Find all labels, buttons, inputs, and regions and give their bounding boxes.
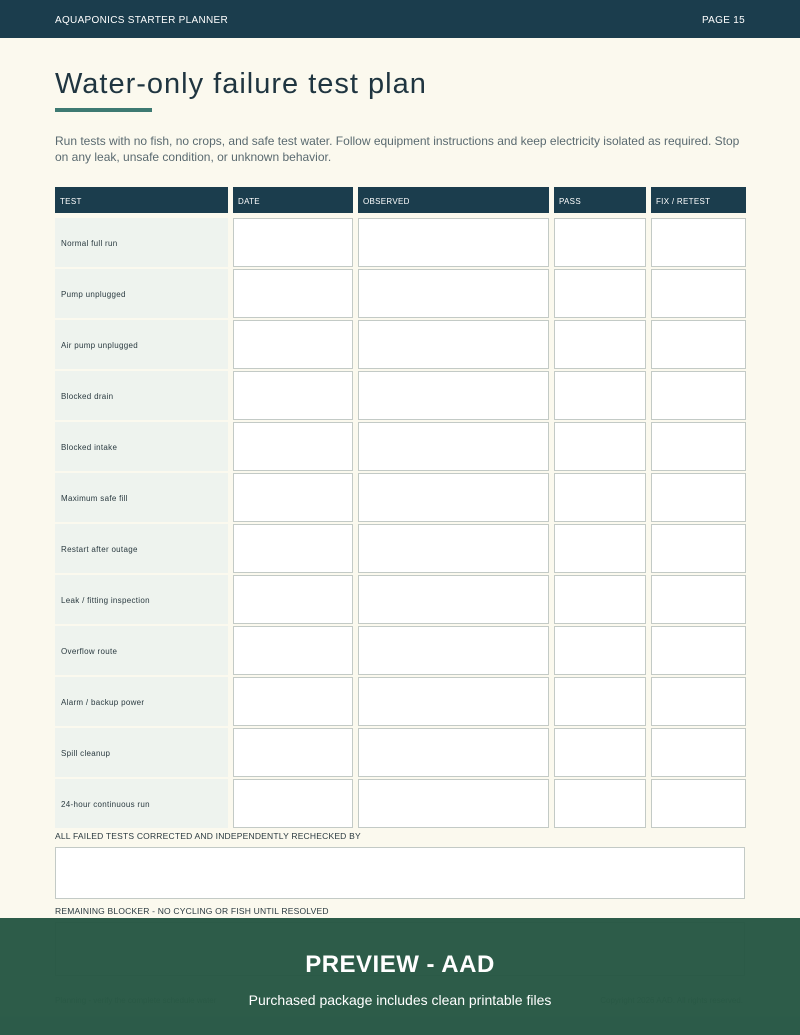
test-name: Maximum safe fill xyxy=(55,473,228,522)
pass-cell[interactable] xyxy=(554,677,646,726)
test-name: Blocked drain xyxy=(55,371,228,420)
page-title: Water-only failure test plan xyxy=(55,68,427,100)
date-cell[interactable] xyxy=(233,422,353,471)
remaining-blocker-label: REMAINING BLOCKER - NO CYCLING OR FISH UNTIL RESOLVED xyxy=(55,906,329,916)
test-name: Pump unplugged xyxy=(55,269,228,318)
observed-cell[interactable] xyxy=(358,422,549,471)
test-name: Overflow route xyxy=(55,626,228,675)
observed-cell[interactable] xyxy=(358,575,549,624)
observed-cell[interactable] xyxy=(358,779,549,828)
test-name: Alarm / backup power xyxy=(55,677,228,726)
date-cell[interactable] xyxy=(233,218,353,267)
table-row xyxy=(55,575,746,624)
pass-cell[interactable] xyxy=(554,422,646,471)
fix-retest-cell[interactable] xyxy=(651,779,746,828)
table-row xyxy=(55,524,746,573)
observed-cell[interactable] xyxy=(358,473,549,522)
date-cell[interactable] xyxy=(233,524,353,573)
watermark-title: PREVIEW - AAD xyxy=(305,951,495,978)
date-cell[interactable] xyxy=(233,626,353,675)
title-underline xyxy=(55,108,152,112)
test-plan-table xyxy=(55,187,746,809)
pass-cell[interactable] xyxy=(554,269,646,318)
test-name: Blocked intake xyxy=(55,422,228,471)
fix-retest-cell[interactable] xyxy=(651,473,746,522)
fix-retest-cell[interactable] xyxy=(651,371,746,420)
fix-retest-cell[interactable] xyxy=(651,269,746,318)
pass-cell[interactable] xyxy=(554,320,646,369)
intro-text: Run tests with no fish, no crops, and safe test water. Follow equipment instructions and keep electricity isolated as required. Stop on any leak, unsafe condition, or unknown behavior. xyxy=(55,134,740,164)
fix-retest-cell[interactable] xyxy=(651,218,746,267)
table-row xyxy=(55,677,746,726)
date-cell[interactable] xyxy=(233,269,353,318)
pass-cell[interactable] xyxy=(554,626,646,675)
table-row xyxy=(55,626,746,675)
observed-cell[interactable] xyxy=(358,524,549,573)
fix-retest-cell[interactable] xyxy=(651,677,746,726)
pass-cell[interactable] xyxy=(554,524,646,573)
corrected-by-field[interactable] xyxy=(55,847,745,899)
table-row xyxy=(55,473,746,522)
fix-retest-cell[interactable] xyxy=(651,524,746,573)
observed-cell[interactable] xyxy=(358,371,549,420)
date-cell[interactable] xyxy=(233,728,353,777)
fix-retest-cell[interactable] xyxy=(651,626,746,675)
table-row xyxy=(55,269,746,318)
table-row xyxy=(55,320,746,369)
observed-cell[interactable] xyxy=(358,677,549,726)
test-name: Leak / fitting inspection xyxy=(55,575,228,624)
table-row xyxy=(55,779,746,828)
fix-retest-cell[interactable] xyxy=(651,422,746,471)
test-name: Spill cleanup xyxy=(55,728,228,777)
column-header-observed: OBSERVED xyxy=(358,187,549,213)
fix-retest-cell[interactable] xyxy=(651,728,746,777)
corrected-by-label: ALL FAILED TESTS CORRECTED AND INDEPENDENTLY RECHECKED BY xyxy=(55,831,361,841)
test-name: Normal full run xyxy=(55,218,228,267)
column-header-pass: PASS xyxy=(554,187,646,213)
test-name: Restart after outage xyxy=(55,524,228,573)
date-cell[interactable] xyxy=(233,575,353,624)
table-row xyxy=(55,218,746,267)
watermark-subtitle: Purchased package includes clean printable files xyxy=(248,992,552,1008)
table-row xyxy=(55,728,746,777)
planner-brand: AQUAPONICS STARTER PLANNER xyxy=(55,15,229,26)
pass-cell[interactable] xyxy=(554,218,646,267)
pass-cell[interactable] xyxy=(554,575,646,624)
page-number: PAGE 15 xyxy=(701,15,745,26)
test-name: 24-hour continuous run xyxy=(55,779,228,828)
observed-cell[interactable] xyxy=(358,269,549,318)
test-name: Air pump unplugged xyxy=(55,320,228,369)
observed-cell[interactable] xyxy=(358,218,549,267)
observed-cell[interactable] xyxy=(358,320,549,369)
column-header-date: DATE xyxy=(233,187,353,213)
observed-cell[interactable] xyxy=(358,626,549,675)
column-header-test: TEST xyxy=(55,187,228,213)
observed-cell[interactable] xyxy=(358,728,549,777)
pass-cell[interactable] xyxy=(554,473,646,522)
preview-watermark xyxy=(0,918,800,1035)
date-cell[interactable] xyxy=(233,371,353,420)
table-row xyxy=(55,371,746,420)
pass-cell[interactable] xyxy=(554,371,646,420)
date-cell[interactable] xyxy=(233,473,353,522)
date-cell[interactable] xyxy=(233,677,353,726)
column-header-fix-retest: FIX / RETEST xyxy=(651,187,746,213)
table-header xyxy=(55,187,746,213)
pass-cell[interactable] xyxy=(554,728,646,777)
top-bar xyxy=(0,0,800,38)
table-row xyxy=(55,422,746,471)
pass-cell[interactable] xyxy=(554,779,646,828)
date-cell[interactable] xyxy=(233,779,353,828)
fix-retest-cell[interactable] xyxy=(651,320,746,369)
date-cell[interactable] xyxy=(233,320,353,369)
fix-retest-cell[interactable] xyxy=(651,575,746,624)
